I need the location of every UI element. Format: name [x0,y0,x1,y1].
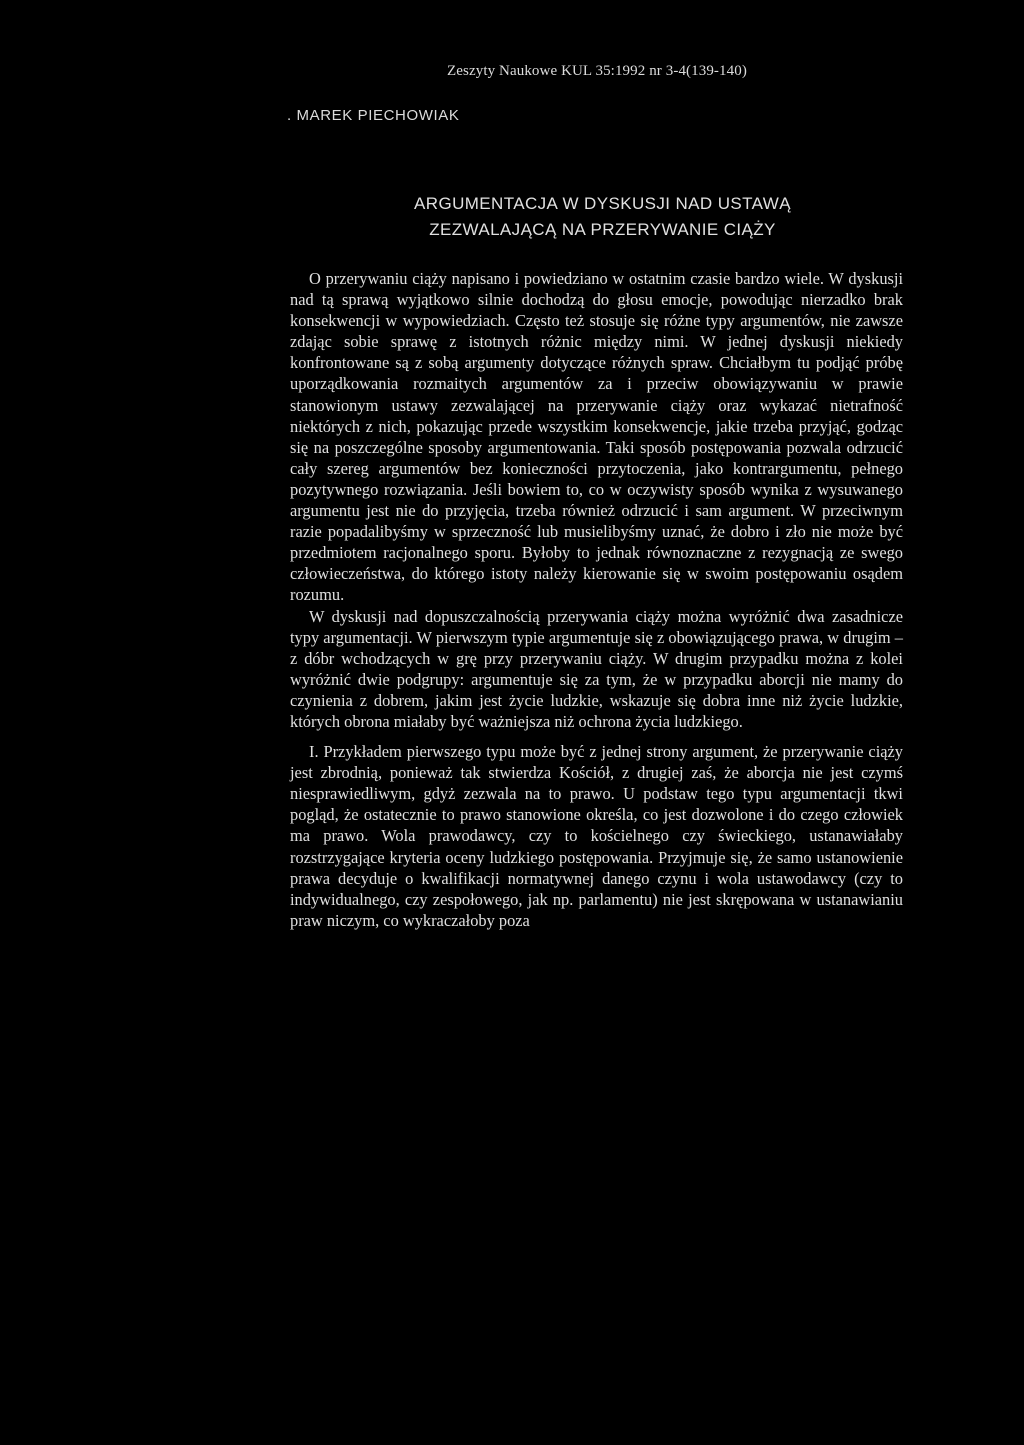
article-title [300,191,905,243]
article-body [290,268,903,931]
paragraph-argument-types: W dyskusji nad dopuszczalnością przerywania ciąży można wyróżnić dwa zasadnicze typy argumentacji. W pierwszym typie argumentuje się z obowiązującego prawa, w drugim – z dóbr wchodzących w grę przy przerywaniu ciąży. W drugim przypadku można z kolei wyróżnić dwie podgrupy: argumentuje się za tym, że w przypadku aborcji nie mamy do czynienia z dobrem, jakim jest życie ludzkie, wskazuje się dobra inne niż życie ludzkie, których obrona miałaby być ważniejsza niż ochrona życia ludzkiego. [290,606,903,731]
author-name: . MAREK PIECHOWIAK [287,107,460,124]
article-title-line-1: ARGUMENTACJA W DYSKUSJI NAD USTAWĄ [414,194,791,213]
article-title-line-2: ZEZWALAJĄCĄ NA PRZERYWANIE CIĄŻY [429,220,776,239]
paragraph-section-one: I. Przykładem pierwszego typu może być z jednej strony argument, że przerywanie ciąży jest zbrodnią, ponieważ tak stwierdza Kościół, z drugiej zaś, że aborcja nie jest czymś niesprawiedliwym, gdyż zezwala na to prawo. U podstaw tego typu argumentacji tkwi pogląd, że ostatecznie to prawo stanowione określa, co jest dozwolone i do czego człowiek ma prawo. Wola prawodawcy, czy to kościelnego czy świeckiego, ustanawiałaby rozstrzygające kryteria oceny ludzkiego postępowania. Przyjmuje się, że samo ustanowienie prawa decyduje o kwalifikacji normatywnej danego czynu i wola ustawodawcy (czy to indywidualnego, czy zespołowego, jak np. parlamentu) nie jest skrępowana w ustanawianiu praw niczym, co wykraczałoby poza [290,742,903,930]
journal-citation-header: Zeszyty Naukowe KUL 35:1992 nr 3-4(139-140) [447,63,747,79]
paragraph-intro: O przerywaniu ciąży napisano i powiedziano w ostatnim czasie bardzo wiele. W dyskusji nad tą sprawą wyjątkowo silnie dochodzą do głosu emocje, powodując nierzadko brak konsekwencji w wypowiedziach. Często też stosuje się różne typy argumentów, nie zawsze zdając sobie sprawę z istotnych różnic między nimi. W jednej dyskusji niekiedy konfrontowane są z sobą argumenty dotyczące różnych spraw. Chciałbym tu podjąć próbę uporządkowania rozmaitych argumentów za i przeciw obowiązywaniu w prawie stanowionym ustawy zezwalającej na przerywanie ciąży oraz wykazać nietrafność niektórych z nich, pokazując przede wszystkim konsekwencje, jakie trzeba przyjąć, godząc się na poszczególne sposoby argumentowania. Taki sposób postępowania pozwala odrzucić cały szereg argumentów bez konieczności przytoczenia, jako kontrargumentu, pełnego pozytywnego rozwiązania. Jeśli bowiem to, co w oczywisty sposób wynika z wysuwanego argumentu jest nie do przyjęcia, trzeba również odrzucić i sam argument. W przeciwnym razie popadalibyśmy w sprzeczność lub musielibyśmy uznać, że dobro i zło nie może być przedmiotem racjonalnego sporu. Byłoby to jednak równoznaczne z rezygnacją ze swego człowieczeństwa, do którego istoty należy kierowanie się w swoim postępowaniu osądem rozumu. [290,269,903,605]
